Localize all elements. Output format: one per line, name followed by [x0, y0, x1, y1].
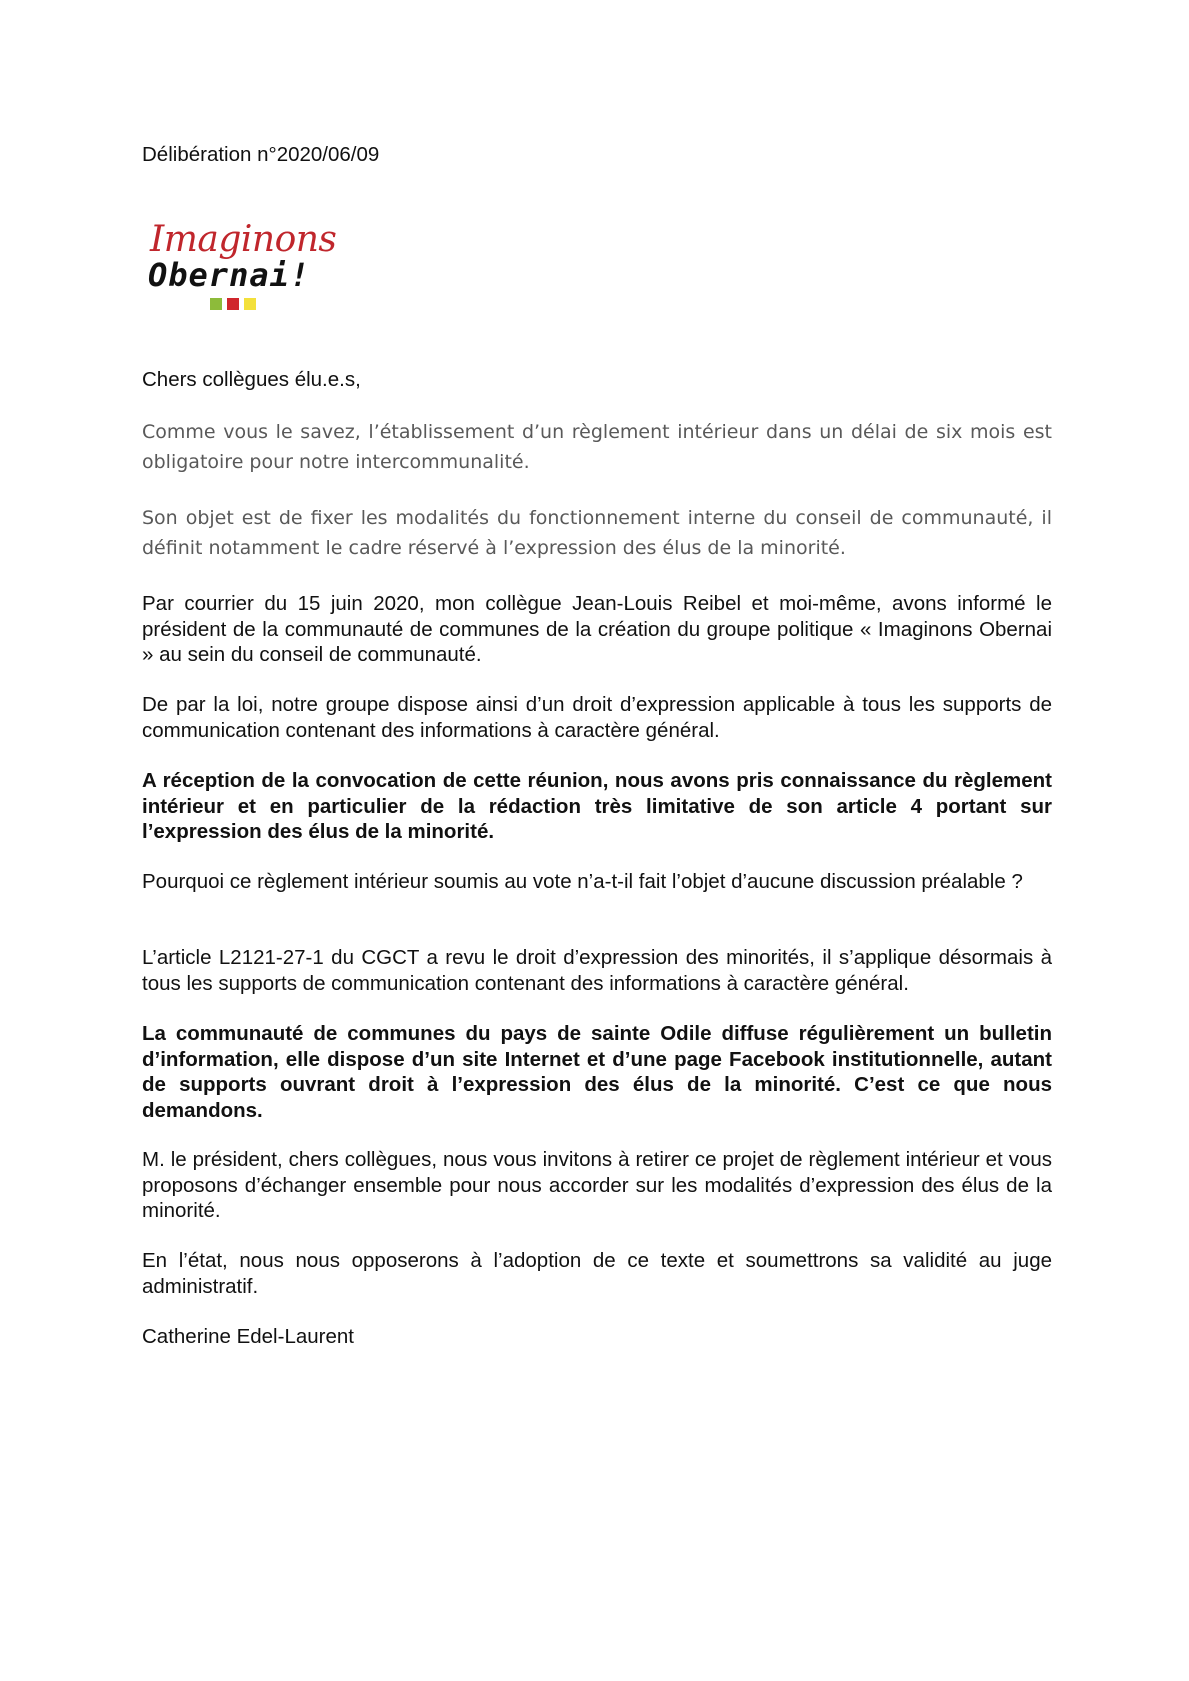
deliberation-reference: Délibération n°2020/06/09	[142, 143, 380, 166]
logo-text-imaginons: Imaginons	[150, 219, 337, 260]
paragraph-article-cgct: L’article L2121-27-1 du CGCT a revu le droit d’expression des minorités, il s’applique désormais à tous les supports de communication contenant des informations à caractère général.	[142, 946, 1052, 995]
logo-color-squares	[210, 298, 256, 310]
logo-text-obernai: Obernai!	[148, 256, 311, 294]
paragraph-intro-objet: Son objet est de fixer les modalités du fonctionnement interne du conseil de communauté, il définit notamment le cadre réservé à l’expression des élus de la minorité.	[142, 507, 1052, 559]
paragraph-courrier: Par courrier du 15 juin 2020, mon collègue Jean-Louis Reibel et moi-même, avons informé le président de la communauté de communes de la création du groupe politique « Imaginons Obernai » au sein du conseil de communauté.	[142, 592, 1052, 666]
paragraph-reception-convocation: A réception de la convocation de cette réunion, nous avons pris connaissance du règlement intérieur et en particulier de la rédaction très limitative de son article 4 portant sur l’expression des élus de la minorité.	[142, 769, 1052, 843]
imaginons-obernai-logo	[146, 219, 337, 312]
paragraph-question-discussion: Pourquoi ce règlement intérieur soumis au vote n’a-t-il fait l’objet d’aucune discussion préalable ?	[142, 870, 1023, 893]
paragraph-supports-communaute: La communauté de communes du pays de sainte Odile diffuse régulièrement un bulletin d’information, elle dispose d’un site Internet et d’une page Facebook institutionnelle, autant de supports ouvrant droit à l’expression des élus de la minorité. C’est ce que nous demandons.	[142, 1022, 1052, 1122]
logo-square-yellow	[244, 298, 256, 310]
paragraph-opposition: En l’état, nous nous opposerons à l’adoption de ce texte et soumettrons sa validité au juge administratif.	[142, 1249, 1052, 1298]
paragraph-invitation-retrait: M. le président, chers collègues, nous vous invitons à retirer ce projet de règlement intérieur et vous proposons d’échanger ensemble pour nous accorder sur les modalités d’expression des élus de la minorité.	[142, 1148, 1052, 1222]
paragraph-droit-expression: De par la loi, notre groupe dispose ainsi d’un droit d’expression applicable à tous les supports de communication contenant des informations à caractère général.	[142, 693, 1052, 742]
signature: Catherine Edel-Laurent	[142, 1325, 354, 1348]
logo-square-green	[210, 298, 222, 310]
logo-square-red	[227, 298, 239, 310]
salutation: Chers collègues élu.e.s,	[142, 368, 361, 391]
paragraph-intro-obligation: Comme vous le savez, l’établissement d’un règlement intérieur dans un délai de six mois est obligatoire pour notre intercommunalité.	[142, 421, 1052, 473]
